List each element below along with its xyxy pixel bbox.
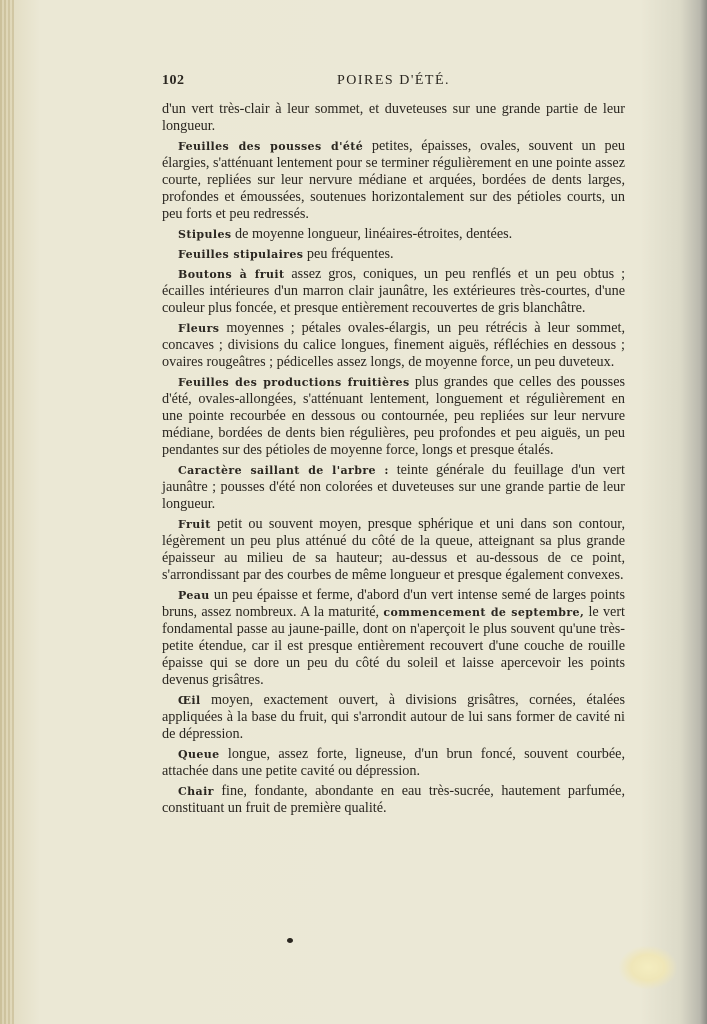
paragraph-text: teinte générale du feuillage d'un vert jaunâtre ; pousses d'été non colorées et duveteuses sur une grande partie de leur longueur.: [162, 462, 625, 512]
paragraph-lead: Caractère saillant de l'arbre :: [178, 464, 389, 477]
running-title: POIRES D'ÉTÉ.: [336, 73, 451, 88]
paragraph-feuilles-pousses: [162, 138, 625, 223]
paragraph-lead: Feuilles des productions fruitières: [178, 376, 410, 389]
paragraph-fleurs: [162, 320, 625, 371]
paragraph-feuilles-stipulaires: [162, 246, 625, 263]
paragraph-peau: [162, 587, 625, 689]
page-body: [162, 101, 625, 820]
paragraph-lead: Queue: [178, 748, 220, 761]
paragraph-lead: Chair: [178, 785, 214, 798]
paper-stain: [618, 945, 678, 990]
paragraph-continuation: [162, 101, 625, 135]
paragraph-text: d'un vert très-clair à leur sommet, et duveteuses sur une grande partie de leur longueur.: [162, 101, 625, 134]
paragraph-fruit: [162, 516, 625, 584]
paragraph-text: fine, fondante, abondante en eau très-sucrée, hautement parfumée, constituant un fruit de première qualité.: [162, 783, 625, 816]
paragraph-text: longue, assez forte, ligneuse, d'un brun foncé, souvent courbée, attachée dans une petite cavité ou dépression.: [162, 746, 625, 779]
paragraph-text: plus grandes que celles des pousses d'été, ovales-allongées, s'atténuant lentement, longuement et régulièrement en une pointe recourbée en dessous ou contournée, peu repliées sur leur nervure médiane, bordées de dents bien régulières, peu profondes et peu aiguës, un peu pendantes sur des pétioles de moyenne force, longs et presque étalés.: [162, 374, 626, 458]
paragraph-lead: Boutons à fruit: [178, 268, 285, 281]
paragraph-lead: Peau: [178, 589, 210, 602]
paragraph-queue: [162, 746, 625, 780]
paragraph-boutons: [162, 266, 625, 317]
paragraph-text: assez gros, coniques, un peu renflés et un peu obtus ; écailles intérieures d'un marron clair jaunâtre, les extérieures très-courtes, d'une couleur plus foncée, et presque entièrement recouvertes de gris blanchâtre.: [162, 266, 626, 316]
paragraph-lead: Fruit: [178, 518, 211, 531]
paragraph-text: petit ou souvent moyen, presque sphérique et uni dans son contour, légèrement un peu plus atténué du côté de la queue, atteignant sa plus grande épaisseur au milieu de sa hauteur; au-dessus et au-dessous de ce point, s'arrondissant par des courbes de même longueur et presque également convexes.: [162, 516, 625, 583]
paragraph-lead: Œil: [178, 694, 201, 707]
printer-mark: [287, 938, 293, 943]
paragraph-stipules: [162, 226, 625, 243]
paragraph-text: un peu épaisse et ferme, d'abord d'un vert intense semé de larges points bruns, assez nombreux. A la maturité,: [162, 587, 625, 620]
paragraph-text: peu fréquentes.: [303, 246, 394, 262]
paragraph-lead: Feuilles stipulaires: [178, 248, 304, 261]
paragraph-lead: Fleurs: [178, 322, 220, 335]
page-edges: [0, 0, 14, 1024]
paragraph-text: petites, épaisses, ovales, souvent un peu élargies, s'atténuant lentement pour se terminer régulièrement en une pointe assez courte, repliées sur leur nervure médiane et arquées, bordées de dents larges, profondes et émoussées, soutenues horizontalement sur des pétioles courts, un peu forts et peu redressés.: [162, 138, 626, 222]
paragraph-text: moyennes ; pétales ovales-élargis, un peu rétrécis à leur sommet, concaves ; divisions du calice longues, finement aiguës, réfléchies en dessous ; ovaires rougeâtres ; pédicelles assez longs, de moyenne force, un peu duveteux.: [162, 320, 625, 370]
paragraph-feuilles-productions: [162, 374, 625, 459]
paragraph-caractere: [162, 462, 625, 513]
page-header: [162, 73, 625, 93]
paragraph-lead: Stipules: [178, 228, 232, 241]
paragraph-text: moyen, exactement ouvert, à divisions grisâtres, cornées, étalées appliquées à la base du fruit, qui s'arrondit autour de lui sans former de cavité ni de dépression.: [162, 692, 625, 742]
paragraph-text: de moyenne longueur, linéaires-étroites, dentées.: [231, 226, 513, 242]
paragraph-chair: [162, 783, 625, 817]
paragraph-lead: Feuilles des pousses d'été: [178, 140, 364, 153]
paragraph-emphasis: commencement de septembre,: [383, 606, 585, 619]
paragraph-text: le vert fondamental passe au jaune-paille, dont on n'aperçoit le plus souvent qu'une très-petite étendue, car il est presque entièrement recouvert d'une couche de rouille épaisse qui se dore un peu du côté du soleil et laisse apercevoir les points devenus grisâtres.: [162, 604, 625, 688]
page-number: 102: [162, 73, 185, 88]
paragraph-oeil: [162, 692, 625, 743]
